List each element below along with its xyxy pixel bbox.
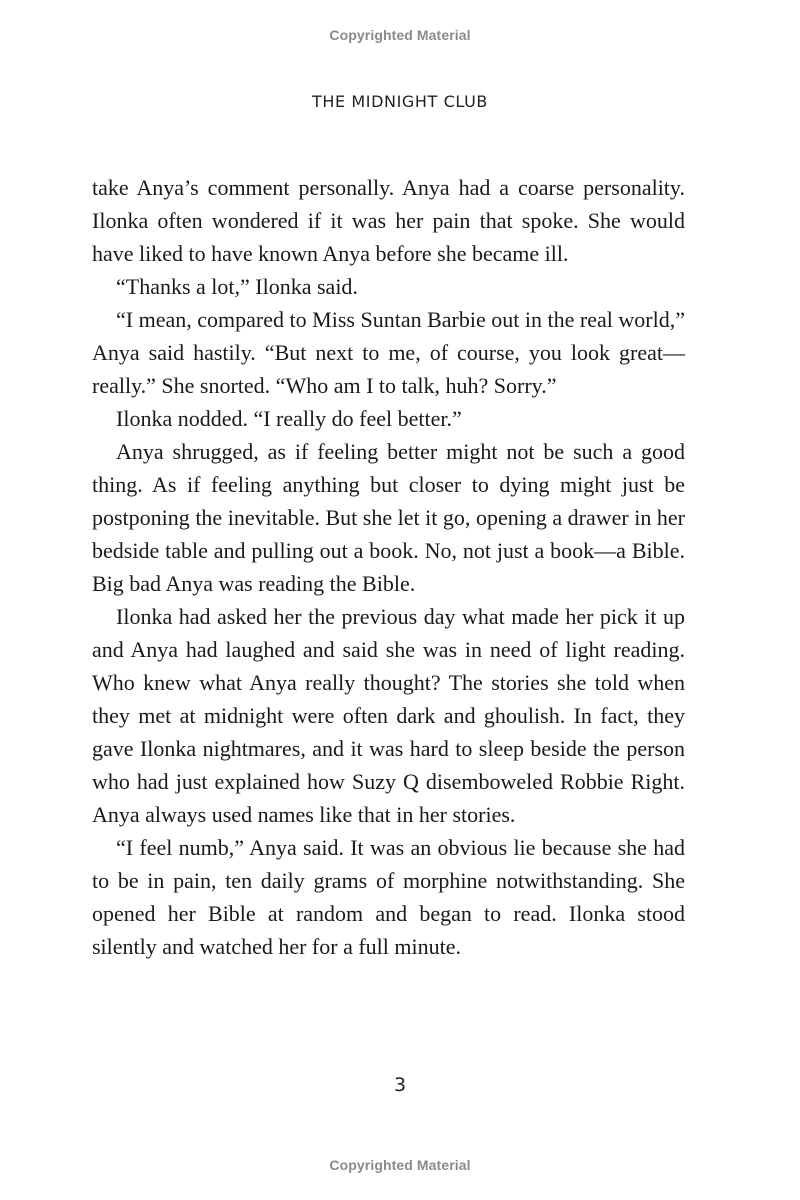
body-text	[92, 171, 685, 963]
copyright-watermark-top: Copyrighted Material	[329, 27, 471, 43]
page-number: 3	[393, 1074, 407, 1096]
paragraph: Ilonka had asked her the previous day what made her pick it up and Anya had laughed and said she was in need of light reading. Who knew what Anya really thought? The stories she told when they met at midnight were often dark and ghoulish. In fact, they gave Ilonka nightmares, and it was hard to sleep beside the person who had just explained how Suzy Q disemboweled Robbie Right. Anya always used names like that in her stories.	[92, 604, 685, 827]
paragraph: take Anya’s comment personally. Anya had a coarse personality. Ilonka often wondered if it was her pain that spoke. She would have liked to have known Anya before she became ill.	[92, 175, 685, 266]
paragraph: “Thanks a lot,” Ilonka said.	[116, 274, 358, 299]
paragraph: “I mean, compared to Miss Suntan Barbie out in the real world,” Anya said hastily. “But next to me, of course, you look great—really.” She snorted. “Who am I to talk, huh? Sorry.”	[92, 307, 685, 398]
running-head: THE MIDNIGHT CLUB	[312, 92, 488, 111]
paragraph: “I feel numb,” Anya said. It was an obvious lie because she had to be in pain, ten daily grams of morphine notwithstanding. She opened her Bible at random and began to read. Ilonka stood silently and watched her for a full minute.	[92, 835, 685, 959]
paragraph: Ilonka nodded. “I really do feel better.”	[116, 406, 462, 431]
paragraph: Anya shrugged, as if feeling better might not be such a good thing. As if feeling anything but closer to dying might just be postponing the inevitable. But she let it go, opening a drawer in her bedside table and pulling out a book. No, not just a book—a Bible. Big bad Anya was reading the Bible.	[92, 439, 685, 596]
copyright-watermark-bottom: Copyrighted Material	[329, 1157, 471, 1173]
